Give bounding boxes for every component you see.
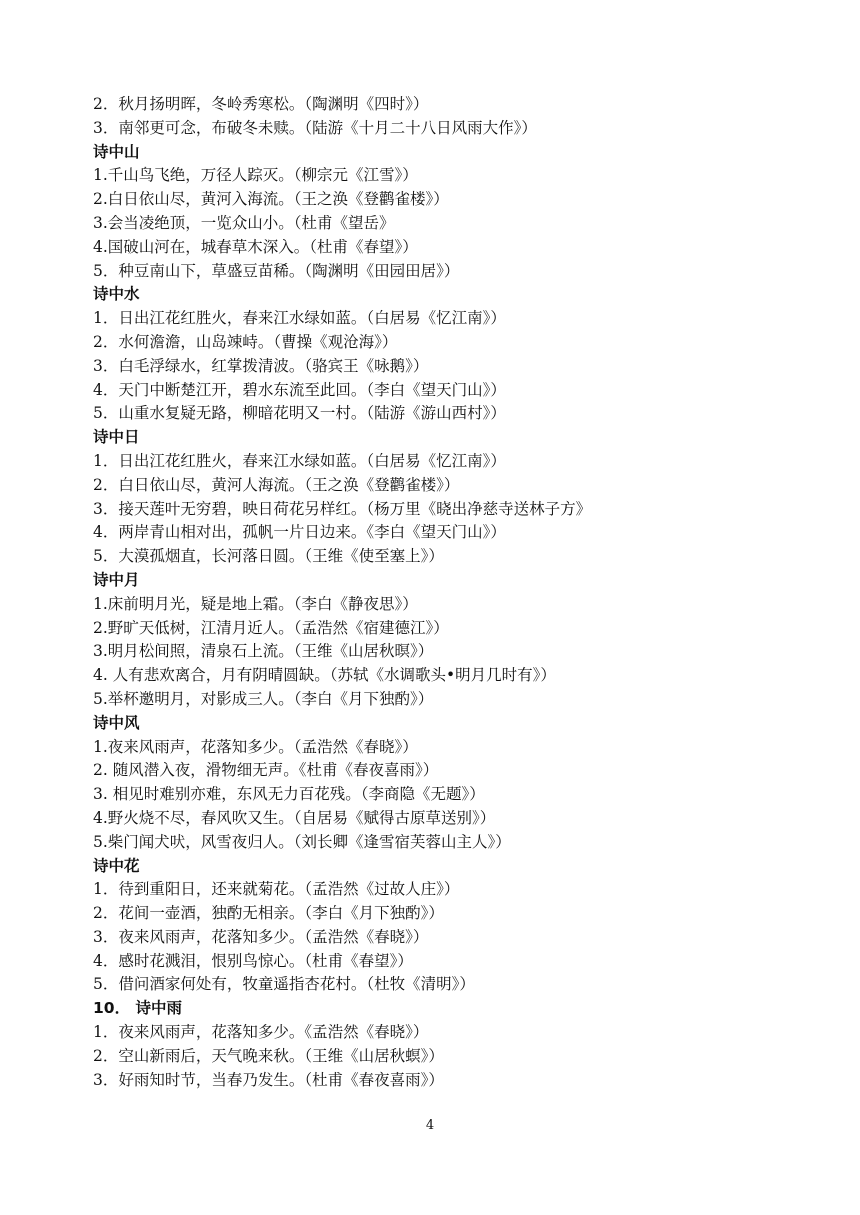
poem-line: 5.柴门闻犬吠，风雪夜归人。（刘长卿《逢雪宿芙蓉山主人》） [93, 832, 511, 851]
poem-line: 5．种豆南山下，草盛豆苗稀。（陶渊明《田园田居》） [93, 261, 460, 280]
section-heading: 诗中月 [93, 570, 140, 589]
document-page [93, 93, 813, 1092]
section-heading: 诗中日 [93, 428, 140, 447]
poem-line: 3．白毛浮绿水，红掌拨清波。（骆宾王《咏鹅》） [93, 356, 429, 375]
section-heading: 诗中花 [93, 856, 140, 875]
poem-line: 3．接天莲叶无穷碧，映日荷花另样红。（杨万里《晓出净慈寺送林子方》 [93, 499, 592, 518]
poem-line: 2．秋月扬明晖，冬岭秀寒松。（陶渊明《四时》） [93, 95, 429, 113]
poem-line: 3.明月松间照，清泉石上流。（王维《山居秋暝》） [93, 642, 434, 661]
poem-line: 5．大漠孤烟直，长河落日圆。（王维《使至塞上》） [93, 547, 444, 566]
poem-line: 1．日出江花红胜火，春来江水绿如蓝。（白居易《忆江南》） [93, 309, 506, 328]
section-heading: 诗中风 [93, 713, 140, 732]
poem-line: 5．借问酒家何处有，牧童遥指杏花村。（杜牧《清明》） [93, 975, 475, 994]
poem-line: 3.会当凌绝顶，一览众山小。（杜甫《望岳》 [93, 213, 395, 232]
poem-line: 3．夜来风雨声，花落知多少。（孟浩然《春晓》） [93, 927, 429, 946]
poem-line: 5.举杯邀明月，对影成三人。（李白《月下独酌》） [93, 689, 434, 708]
poem-line: 2．空山新雨后，天气晚来秋。（王维《山居秋螟》） [93, 1046, 444, 1065]
poem-line: 2.白日依山尽，黄河入海流。（王之涣《登鹳雀楼》） [93, 190, 449, 209]
poem-line: 3．好雨知时节，当春乃发生。（杜甫《春夜喜雨》） [93, 1070, 444, 1089]
poem-line: 2.野旷天低树，江清月近人。（孟浩然《宿建德江》） [93, 618, 449, 637]
section-heading: 诗中水 [93, 285, 140, 304]
poem-line: 4. 人有悲欢离合，月有阴晴圆缺。（苏轼《水调歌头•明月几时有》） [93, 666, 556, 685]
poem-line: 4.野火烧不尽，春风吹又生。（自居易《赋得古原草送别》） [93, 808, 496, 827]
poem-line: 4．感时花溅泪，恨别鸟惊心。（杜甫《春望》） [93, 951, 413, 970]
poem-line: 1．待到重阳日，还来就菊花。（孟浩然《过故人庄》） [93, 880, 460, 899]
poem-line: 3．南邻更可念，布破冬未赎。（陆游《十月二十八日风雨大作》） [93, 118, 537, 137]
poem-line: 2．花间一壶酒，独酌无相亲。（李白《月下独酌》） [93, 904, 444, 923]
poem-line: 1.床前明月光，疑是地上霜。（李白《静夜思》） [93, 594, 418, 613]
poem-line: 1．日出江花红胜火，春来江水绿如蓝。（白居易《忆江南》） [93, 451, 506, 470]
section-heading: 10． 诗中雨 [93, 999, 182, 1018]
poem-line: 4．天门中断楚江开，碧水东流至此回。（李白《望天门山》） [93, 380, 506, 399]
poem-line: 1.夜来风雨声，花落知多少。（孟浩然《春晓》） [93, 737, 418, 756]
section-heading: 诗中山 [93, 142, 140, 161]
poem-line: 5．山重水复疑无路，柳暗花明又一村。（陆游《游山西村》） [93, 404, 506, 423]
poem-line: 3. 相见时难别亦难，东风无力百花残。（李商隐《无题》） [93, 785, 485, 804]
poem-line: 2．水何澹澹，山岛竦峙。（曹操《观沧海》） [93, 332, 398, 351]
poem-line: 4．两岸青山相对出，孤帆一片日边来。《李白《望天门山》） [93, 523, 506, 542]
poem-line: 2. 随风潜入夜，滑物细无声。《杜甫《春夜喜雨》） [93, 761, 439, 780]
poem-line: 1．夜来风雨声，花落知多少。《孟浩然《春晓》） [93, 1023, 429, 1042]
poem-line: 1.千山鸟飞绝，万径人踪灭。（柳宗元《江雪》） [93, 166, 418, 185]
page-number: 4 [425, 1118, 435, 1133]
poem-line: 2．白日依山尽，黄河人海流。（王之涣《登鹳雀楼》） [93, 475, 460, 494]
poem-line: 4.国破山河在，城春草木深入。（杜甫《春望》） [93, 237, 418, 256]
